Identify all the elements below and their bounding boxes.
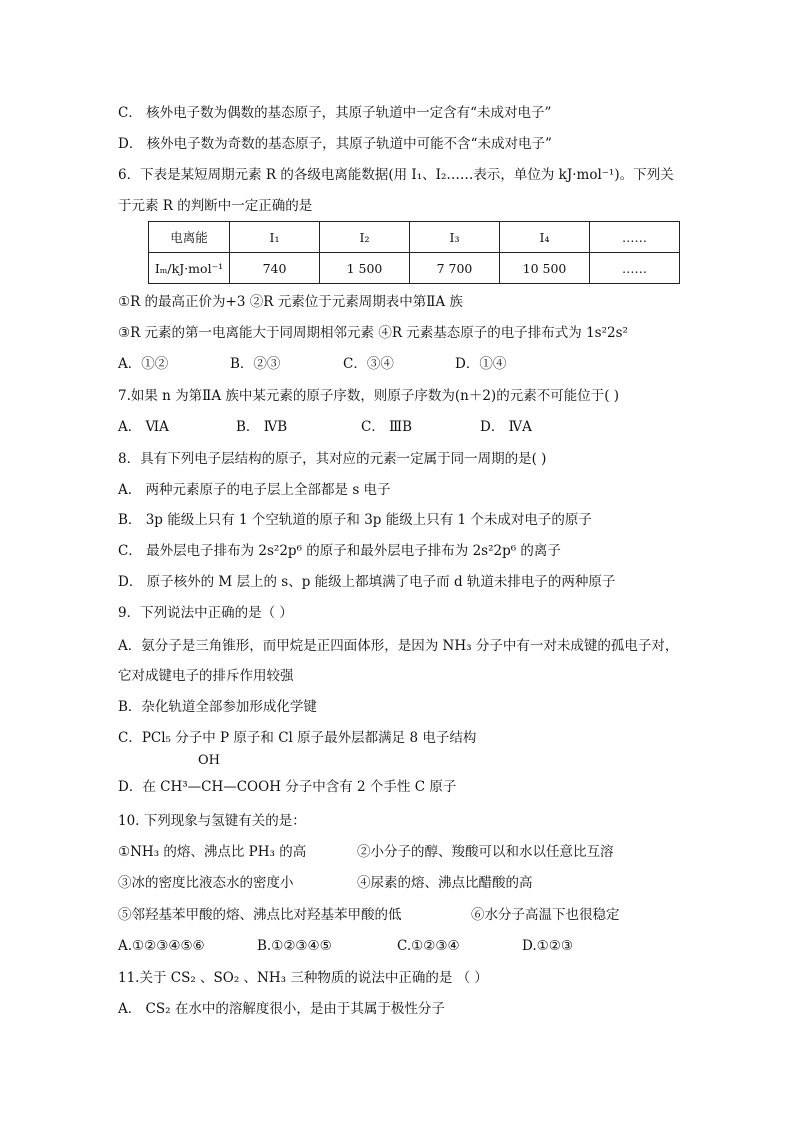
- table-cell: 1 500: [320, 253, 410, 284]
- q10-item-1: ①NH₃ 的熔、沸点比 PH₃ 的高: [118, 844, 307, 860]
- q7-choice-c: C． ⅢB: [361, 419, 413, 435]
- q10-item-4: ④尿素的熔、沸点比醋酸的高: [357, 875, 533, 891]
- q11-option-a: A． CS₂ 在水中的溶解度很小，是由于其属于极性分子: [118, 1001, 445, 1017]
- table-header-row: [149, 222, 680, 253]
- q6-choice-a: A．①②: [118, 356, 169, 372]
- q11-stem: 11.关于 CS₂ 、SO₂ 、NH₃ 三种物质的说法中正确的是 （ ）: [118, 970, 488, 986]
- q10-choice-a: A.①②③④⑤⑥: [118, 938, 205, 954]
- hydroxyl-label: OH: [198, 753, 220, 768]
- table-cell: 电离能: [149, 222, 230, 253]
- q10-choice-c: C.①②③④: [397, 938, 460, 954]
- table-cell: I₁: [230, 222, 320, 253]
- q10-item-6: ⑥水分子高温下也很稳定: [471, 907, 620, 923]
- q10-item-2: ②小分子的醇、羧酸可以和水以任意比互溶: [357, 844, 614, 860]
- table-cell: Iₘ/kJ·mol⁻¹: [149, 253, 230, 284]
- q7-stem: 7.如果 n 为第ⅡA 族中某元素的原子序数，则原子序数为(n＋2)的元素不可能位于( ): [118, 388, 620, 404]
- q10-choice-b: B.①②③④⑤: [257, 938, 332, 954]
- table-cell: 7 700: [410, 253, 500, 284]
- table-cell: I₂: [320, 222, 410, 253]
- q9-stem: 9．下列说法中正确的是（ ）: [118, 605, 293, 621]
- q6-statements-1: ①R 的最高正价为+3 ②R 元素位于元素周期表中第ⅡA 族: [118, 294, 463, 310]
- q9-option-a-line1: A．氨分子是三角锥形，而甲烷是正四面体形，是因为 NH₃ 分子中有一对未成键的孤电子对，: [118, 638, 679, 654]
- q7-choice-d: D． ⅣA: [480, 419, 532, 435]
- table-cell: I₃: [410, 222, 500, 253]
- q10-item-5: ⑤邻羟基苯甲酸的熔、沸点比对羟基苯甲酸的低: [118, 907, 402, 923]
- table-cell: ……: [590, 222, 680, 253]
- q8-option-d: D． 原子核外的 M 层上的 s、p 能级上都填满了电子而 d 轨道未排电子的两种原子: [118, 574, 616, 590]
- table-cell: 10 500: [500, 253, 590, 284]
- q6-statements-2: ③R 元素的第一电离能大于同周期相邻元素 ④R 元素基态原子的电子排布式为 1s²2s²: [118, 325, 628, 341]
- q8-option-c: C． 最外层电子排布为 2s²2p⁶ 的原子和最外层电子排布为 2s²2p⁶ 的离子: [118, 543, 561, 559]
- q6-choice-b: B．②③: [230, 356, 281, 372]
- q9-option-a-line2: 它对成键电子的排斥作用较强: [118, 668, 294, 684]
- table-cell: ……: [590, 253, 680, 284]
- q6-stem-line1: 6．下表是某短周期元素 R 的各级电离能数据(用 I₁、I₂……表示，单位为 kJ·mol⁻¹)。下列关: [118, 167, 674, 183]
- q7-choice-b: B． ⅣB: [236, 419, 288, 435]
- q9-option-c: C．PCl₅ 分子中 P 原子和 Cl 原子最外层都满足 8 电子结构: [118, 730, 477, 746]
- q9-option-b: B．杂化轨道全部参加形成化学键: [118, 699, 317, 715]
- q10-stem: 10. 下列现象与氢键有关的是：: [118, 813, 306, 829]
- q5-option-c: C． 核外电子数为偶数的基态原子，其原子轨道中一定含有“未成对电子”: [118, 105, 552, 121]
- q7-choice-a: A． ⅥA: [118, 419, 169, 435]
- q8-option-a: A． 两种元素原子的电子层上全部都是 s 电子: [118, 482, 391, 498]
- table-row: [149, 253, 680, 284]
- q8-option-b: B． 3p 能级上只有 1 个空轨道的原子和 3p 能级上只有 1 个未成对电子的原子: [118, 512, 592, 528]
- q5-option-d: D． 核外电子数为奇数的基态原子，其原子轨道中可能不含“未成对电子”: [118, 136, 552, 152]
- q6-choice-c: C．③④: [343, 356, 394, 372]
- q8-stem: 8．具有下列电子层结构的原子，其对应的元素一定属于同一周期的是( ): [118, 451, 547, 467]
- q9-option-d: D．在 CH³—CH—COOH 分子中含有 2 个手性 C 原子: [118, 779, 457, 795]
- q10-item-3: ③冰的密度比液态水的密度小: [118, 875, 294, 891]
- table-cell: 740: [230, 253, 320, 284]
- q6-choice-d: D．①④: [455, 356, 507, 372]
- ionization-energy-table: [148, 221, 680, 284]
- q10-choice-d: D.①②③: [522, 938, 573, 954]
- table-cell: I₄: [500, 222, 590, 253]
- q6-stem-line2: 于元素 R 的判断中一定正确的是: [118, 198, 313, 214]
